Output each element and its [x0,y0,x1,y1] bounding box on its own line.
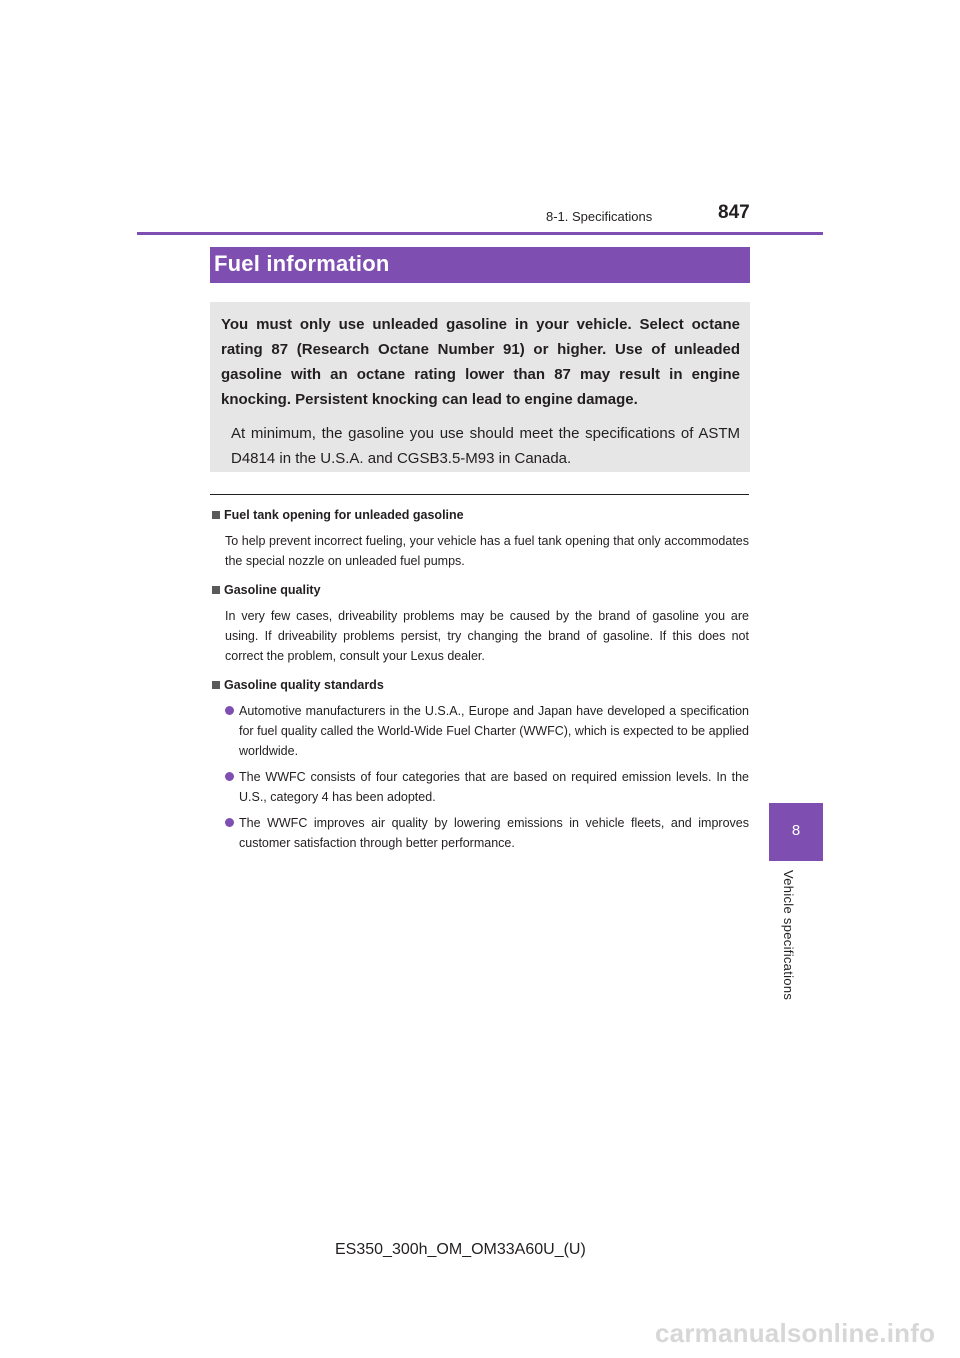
section-heading [212,675,749,695]
list-item-text: The WWFC improves air quality by lowering emissions in vehicle fleets, and improves customer satisfaction through better performance. [239,816,749,850]
section-text: To help prevent incorrect fueling, your vehicle has a fuel tank opening that only accommodates the special nozzle on unleaded fuel pumps. [225,534,749,568]
header-rule [137,232,823,235]
summary-bold-text: You must only use unleaded gasoline in your vehicle. Select octane rating 87 (Research Octane Number 91) or higher. Use of unleaded gasoline with an octane rating lower than 87 may result in engine knocking. Persistent knocking can lead to engine damage. [221,316,740,408]
section-heading-text: Fuel tank opening for unleaded gasoline [224,508,464,522]
summary-box [210,302,750,472]
square-bullet-icon [212,511,220,519]
footer-code: ES350_300h_OM_OM33A60U_(U) [335,1241,586,1258]
circle-bullet-icon [225,818,234,827]
chapter-number: 8 [791,822,801,839]
square-bullet-icon [212,586,220,594]
title-bar [210,247,750,283]
section-heading-text: Gasoline quality [224,583,321,597]
section-heading [212,505,749,525]
header-section-title: 8-1. Specifications [546,209,653,224]
content [212,505,749,853]
list-item-text: Automotive manufacturers in the U.S.A., Europe and Japan have developed a specification for fuel quality called the World-Wide Fuel Charter (WWFC), which is expected to be applied worldwide. [239,704,749,758]
section-gasoline-quality [212,580,749,666]
chapter-tab [769,803,823,861]
section-heading [212,580,749,600]
list-item-text: The WWFC consists of four categories that are based on required emission levels. In the U.S., category 4 has been adopted. [239,770,749,804]
list-item [225,701,749,761]
chapter-label: Vehicle specifications [781,870,796,1001]
circle-bullet-icon [225,772,234,781]
section-fuel-tank-opening [212,505,749,571]
page-title: Fuel information [214,251,390,276]
divider [210,494,749,495]
section-gasoline-quality-standards [212,675,749,853]
circle-bullet-icon [225,706,234,715]
section-heading-text: Gasoline quality standards [224,678,384,692]
section-text: In very few cases, driveability problems may be caused by the brand of gasoline you are using. If driveability problems persist, try changing the brand of gasoline. If this does not correct the problem, consult your Lexus dealer. [225,609,749,663]
page-number: 847 [718,202,750,223]
watermark: carmanualsonline.info [655,1318,936,1348]
list-item [225,813,749,853]
square-bullet-icon [212,681,220,689]
list-item [225,767,749,807]
summary-note: At minimum, the gasoline you use should meet the specifications of ASTM D4814 in the U.S.A. and CGSB3.5-M93 in Canada. [231,425,740,467]
